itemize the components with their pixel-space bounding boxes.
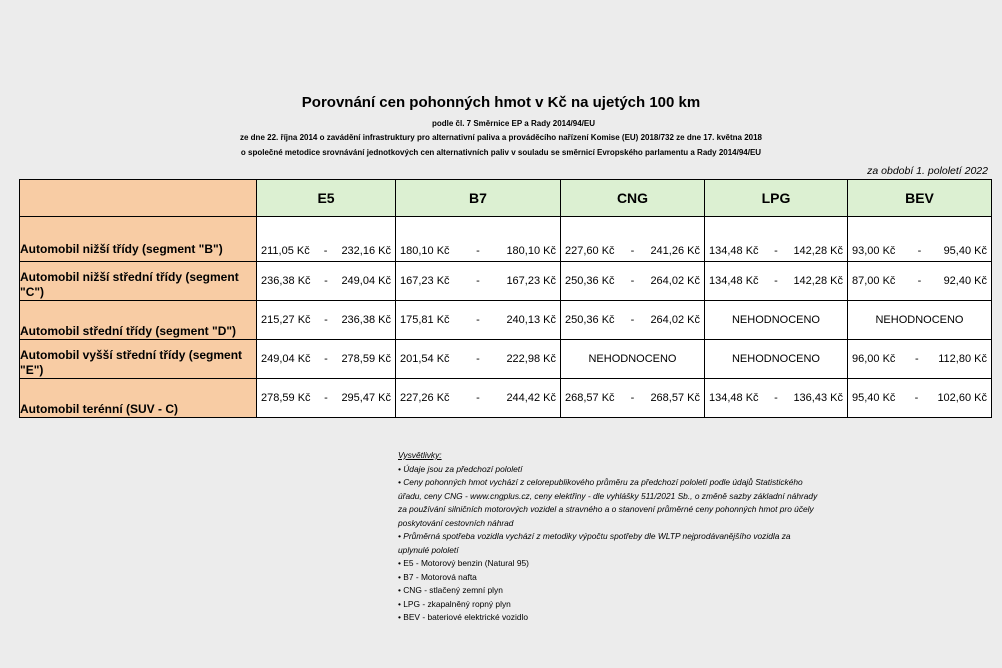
legend-line: • B7 - Motorová nafta bbox=[398, 571, 477, 582]
legend-line: • E5 - Motorový benzin (Natural 95) bbox=[398, 558, 529, 568]
price-range bbox=[848, 275, 991, 287]
price-cell-lpg bbox=[705, 217, 848, 262]
price-min: 134,48 Kč bbox=[709, 392, 759, 404]
price-range bbox=[705, 392, 847, 404]
price-range bbox=[257, 245, 395, 257]
price-max: 136,43 Kč bbox=[793, 392, 843, 404]
price-range bbox=[848, 245, 991, 257]
price-min: 211,05 Kč bbox=[261, 245, 310, 257]
price-min: 201,54 Kč bbox=[400, 353, 450, 365]
price-cell-bev bbox=[848, 262, 992, 301]
price-range bbox=[396, 314, 560, 326]
range-dash: - bbox=[630, 245, 635, 257]
note-line: • Ceny pohonných hmot vychází z celorepublikového průměru za předchozí pololetí podle údajů Statistického bbox=[398, 477, 803, 487]
range-dash: - bbox=[476, 314, 480, 326]
notes-section bbox=[398, 449, 918, 625]
price-max: 167,23 Kč bbox=[506, 275, 556, 287]
notes-heading: Vysvětlivky: bbox=[398, 450, 442, 460]
note-line: • Údaje jsou za předchozí pololetí bbox=[398, 463, 523, 474]
subtitle-line-2: ze dne 22. října 2014 o zavádění infrastruktury pro alternativní paliva a prováděcího nařízení Komise (EU) 2018/732 ze dne 17. května 2018 bbox=[240, 133, 762, 142]
price-max: 240,13 Kč bbox=[506, 314, 556, 326]
range-dash: - bbox=[324, 392, 328, 404]
price-min: 87,00 Kč bbox=[852, 275, 896, 287]
price-min: 93,00 Kč bbox=[852, 245, 896, 257]
range-dash: - bbox=[324, 314, 328, 326]
subtitle-line-3: o společné metodice srovnávání jednotkových cen alternativních paliv v souladu se směrnicí Evropského parlamentu a Rady 2014/94/EU bbox=[240, 148, 762, 157]
price-min: 249,04 Kč bbox=[261, 353, 311, 365]
price-range bbox=[561, 314, 704, 326]
price-cell-bev bbox=[848, 340, 992, 379]
fuel-legend-list bbox=[398, 557, 918, 625]
price-min: 96,00 Kč bbox=[852, 353, 896, 365]
row-header: Automobil nižší třídy (segment "B") bbox=[20, 217, 257, 262]
range-dash: - bbox=[774, 392, 778, 404]
note-line: za používání silničních motorových vozidel a stravného a o stanovení průměrné ceny pohonných hmot pro účely bbox=[398, 504, 814, 514]
not-evaluated-label: NEHODNOCENO bbox=[875, 314, 964, 326]
price-range bbox=[848, 392, 991, 404]
price-max: 92,40 Kč bbox=[943, 275, 987, 287]
price-max: 278,59 Kč bbox=[341, 353, 391, 365]
row-header: Automobil terénní (SUV - C) bbox=[20, 379, 257, 418]
price-max: 102,60 Kč bbox=[937, 392, 987, 404]
table-row bbox=[20, 301, 992, 340]
range-dash: - bbox=[476, 275, 480, 287]
row-header: Automobil střední třídy (segment "D") bbox=[20, 301, 257, 340]
price-range bbox=[396, 245, 560, 257]
price-cell-bev bbox=[848, 301, 992, 340]
price-min: 227,60 Kč bbox=[565, 245, 615, 257]
price-cell-bev bbox=[848, 379, 992, 418]
table-row bbox=[20, 262, 992, 301]
price-min: 180,10 Kč bbox=[400, 245, 450, 257]
price-range bbox=[396, 353, 560, 365]
price-cell-e5 bbox=[257, 379, 396, 418]
range-dash: - bbox=[774, 245, 778, 257]
legend-line: • CNG - stlačený zemní plyn bbox=[398, 585, 503, 595]
price-min: 236,38 Kč bbox=[261, 275, 311, 287]
price-max: 142,28 Kč bbox=[793, 275, 843, 287]
column-header-lpg: LPG bbox=[705, 180, 848, 217]
column-header-b7: B7 bbox=[396, 180, 561, 217]
price-max: 295,47 Kč bbox=[341, 392, 391, 404]
price-cell-e5 bbox=[257, 217, 396, 262]
legend-line: • BEV - bateriové elektrické vozidlo bbox=[398, 612, 529, 622]
row-header: Automobil nižší střední třídy (segment "C") bbox=[20, 262, 257, 301]
price-cell-lpg bbox=[705, 301, 848, 340]
price-max: 232,16 Kč bbox=[341, 245, 391, 257]
price-min: 175,81 Kč bbox=[400, 314, 450, 326]
price-range bbox=[561, 275, 704, 287]
price-cell-lpg bbox=[705, 262, 848, 301]
price-range bbox=[396, 392, 560, 404]
range-dash: - bbox=[917, 245, 922, 257]
price-range bbox=[257, 353, 395, 365]
price-min: 215,27 Kč bbox=[261, 314, 311, 326]
range-dash: - bbox=[476, 353, 480, 365]
column-header-bev: BEV bbox=[848, 180, 992, 217]
price-cell-e5 bbox=[257, 262, 396, 301]
price-max: 95,40 Kč bbox=[943, 245, 987, 257]
range-dash: - bbox=[630, 392, 635, 404]
table-row bbox=[20, 379, 992, 418]
range-dash: - bbox=[630, 314, 635, 326]
price-cell-cng bbox=[561, 379, 705, 418]
price-cell-b7 bbox=[396, 379, 561, 418]
range-dash: - bbox=[323, 245, 328, 257]
price-cell-cng bbox=[561, 340, 705, 379]
range-dash: - bbox=[324, 275, 328, 287]
price-cell-cng bbox=[561, 301, 705, 340]
price-min: 278,59 Kč bbox=[261, 392, 311, 404]
price-max: 236,38 Kč bbox=[341, 314, 391, 326]
price-cell-b7 bbox=[396, 262, 561, 301]
price-range bbox=[848, 353, 991, 365]
not-evaluated-label: NEHODNOCENO bbox=[588, 353, 677, 365]
period-label: za období 1. pololetí 2022 bbox=[867, 165, 988, 177]
price-min: 268,57 Kč bbox=[565, 392, 615, 404]
price-min: 250,36 Kč bbox=[565, 314, 615, 326]
price-range bbox=[257, 314, 395, 326]
column-header-e5: E5 bbox=[257, 180, 396, 217]
note-line: poskytování cestovních náhrad bbox=[398, 517, 514, 528]
price-cell-bev bbox=[848, 217, 992, 262]
price-range bbox=[561, 245, 704, 257]
note-line: úřadu, ceny CNG - www.cngplus.cz, ceny elektřiny - dle vyhlášky 511/2021 Sb., o změně sazby základní náhrady bbox=[398, 490, 818, 501]
price-cell-cng bbox=[561, 262, 705, 301]
range-dash: - bbox=[917, 275, 922, 287]
price-cell-b7 bbox=[396, 217, 561, 262]
not-evaluated-label: NEHODNOCENO bbox=[731, 353, 820, 365]
price-max: 112,80 Kč bbox=[938, 353, 987, 365]
price-max: 264,02 Kč bbox=[650, 314, 700, 326]
range-dash: - bbox=[915, 353, 919, 365]
document-title: Porovnání cen pohonných hmot v Kč na ujetých 100 km bbox=[301, 94, 701, 111]
table-row bbox=[20, 340, 992, 379]
table-row bbox=[20, 217, 992, 262]
price-min: 134,48 Kč bbox=[709, 275, 759, 287]
row-header: Automobil vyšší střední třídy (segment "E") bbox=[20, 340, 257, 379]
not-evaluated-label: NEHODNOCENO bbox=[731, 314, 820, 326]
price-max: 241,26 Kč bbox=[650, 245, 700, 257]
price-range bbox=[257, 392, 395, 404]
column-header-cng: CNG bbox=[561, 180, 705, 217]
note-line: uplynulé pololetí bbox=[398, 544, 459, 555]
price-comparison-table bbox=[19, 179, 992, 418]
subtitle-line-1: podle čl. 7 Směrnice EP a Rady 2014/94/EU bbox=[431, 119, 596, 128]
price-cell-b7 bbox=[396, 301, 561, 340]
price-range bbox=[396, 275, 560, 287]
price-cell-cng bbox=[561, 217, 705, 262]
range-dash: - bbox=[914, 392, 919, 404]
price-range bbox=[257, 275, 395, 287]
price-min: 250,36 Kč bbox=[565, 275, 615, 287]
price-cell-lpg bbox=[705, 340, 848, 379]
price-cell-e5 bbox=[257, 340, 396, 379]
range-dash: - bbox=[476, 245, 480, 257]
price-cell-lpg bbox=[705, 379, 848, 418]
price-range bbox=[705, 275, 847, 287]
range-dash: - bbox=[630, 275, 635, 287]
table-header-row bbox=[20, 180, 992, 217]
price-max: 180,10 Kč bbox=[506, 245, 556, 257]
price-max: 142,28 Kč bbox=[793, 245, 843, 257]
price-max: 244,42 Kč bbox=[506, 392, 556, 404]
price-max: 264,02 Kč bbox=[650, 275, 700, 287]
table-corner-cell bbox=[20, 180, 257, 217]
price-range bbox=[561, 392, 704, 404]
price-min: 167,23 Kč bbox=[400, 275, 450, 287]
price-max: 249,04 Kč bbox=[341, 275, 391, 287]
price-cell-e5 bbox=[257, 301, 396, 340]
table-body bbox=[20, 217, 992, 418]
price-min: 95,40 Kč bbox=[852, 392, 896, 404]
price-range bbox=[705, 245, 847, 257]
price-max: 222,98 Kč bbox=[506, 353, 556, 365]
range-dash: - bbox=[774, 275, 778, 287]
price-min: 227,26 Kč bbox=[400, 392, 450, 404]
notes-italic-list bbox=[398, 463, 918, 558]
price-min: 134,48 Kč bbox=[709, 245, 759, 257]
legend-line: • LPG - zkapalněný ropný plyn bbox=[398, 598, 511, 609]
price-cell-b7 bbox=[396, 340, 561, 379]
range-dash: - bbox=[476, 392, 480, 404]
note-line: • Průměrná spotřeba vozidla vychází z metodiky výpočtu spotřeby dle WLTP nejprodávanějšího vozidla za bbox=[398, 531, 791, 541]
range-dash: - bbox=[324, 353, 328, 365]
price-max: 268,57 Kč bbox=[650, 392, 700, 404]
